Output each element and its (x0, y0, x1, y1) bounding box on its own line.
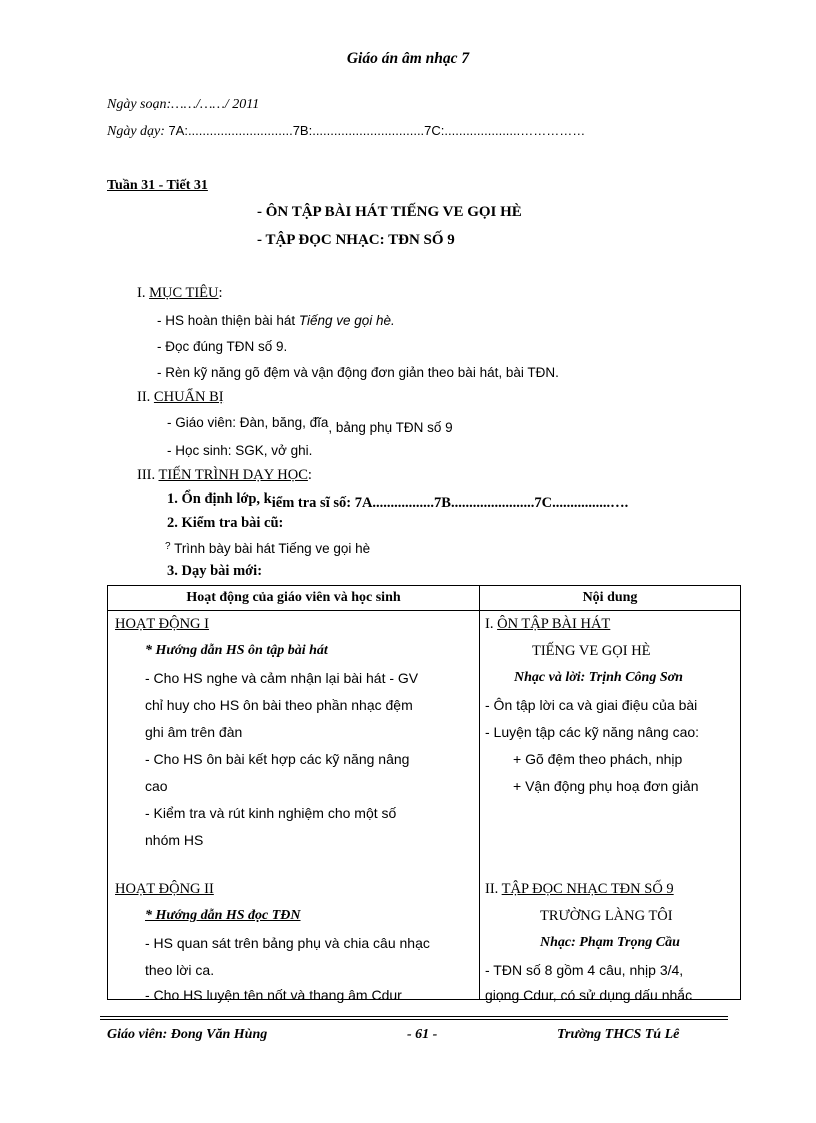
content-number: I. (485, 616, 498, 632)
step-3: 3. Dạy bài mới: (167, 563, 263, 579)
footer-rule-bottom (100, 1019, 728, 1020)
content-2-heading (485, 881, 674, 898)
footer-page-number: - 61 - (407, 1027, 438, 1042)
column-header-activities: Hoạt động của giáo viên và học sinh (108, 586, 480, 611)
objective-text: - HS hoàn thiện bài hát (157, 313, 299, 328)
date-taught-classes: 7A:.............................7B:...............................7C:.....................…………… (168, 123, 586, 138)
date-taught (107, 123, 585, 140)
question-mark-icon: ? (165, 541, 171, 552)
activity-1-subheading: * Hướng dẫn HS ôn tập bài hát (145, 643, 328, 658)
content-title: TẬP ĐỌC NHẠC TĐN SỐ 9 (501, 881, 674, 897)
section-colon: : (218, 285, 223, 301)
step-text: 1. Ổn định lớp, k (167, 491, 272, 507)
step-2: 2. Kiểm tra bài cũ: (167, 515, 284, 531)
song-name: Tiếng ve gọi hè. (298, 313, 395, 328)
section-number: II. (137, 389, 151, 405)
lesson-title-2: - TẬP ĐỌC NHẠC: TĐN SỐ 9 (257, 232, 455, 248)
activity-line: - Cho HS ôn bài kết hợp các kỹ năng nâng (145, 751, 410, 767)
document-header-title: Giáo án âm nhạc 7 (346, 50, 470, 67)
content-cell (480, 611, 741, 1003)
table-header-row (108, 586, 741, 611)
content-title: ÔN TẬP BÀI HÁT (497, 616, 611, 632)
section-number: III. (137, 467, 156, 483)
content-line: + Gõ đệm theo phách, nhịp (513, 751, 683, 767)
reading-composer: Nhạc: Phạm Trọng Cầu (540, 935, 680, 950)
week-lesson-number: Tuần 31 - Tiết 31 (107, 178, 208, 193)
preparation-text: - Giáo viên: Đàn, băng, đĩa (167, 415, 329, 430)
step-1 (167, 491, 629, 511)
activity-line: cao (145, 778, 168, 794)
content-1-heading (485, 616, 610, 633)
section-title: MỤC TIÊU (149, 285, 219, 301)
song-author: Nhạc và lời: Trịnh Công Sơn (514, 670, 683, 685)
activity-line: ghi âm trên đàn (145, 724, 243, 740)
footer-rule-top (100, 1016, 728, 1017)
column-header-content: Nội dung (480, 586, 741, 611)
content-line: giọng Cdur, có sử dụng dấu nhắc (485, 987, 693, 1003)
activity-line: nhóm HS (145, 832, 204, 848)
content-line: - TĐN số 8 gồm 4 câu, nhịp 3/4, (485, 962, 684, 978)
song-title: TIẾNG VE GỌI HÈ (532, 643, 651, 659)
objective-item-2: - Đọc đúng TĐN số 9. (157, 339, 288, 354)
preparation-student: - Học sinh: SGK, vở ghi. (167, 443, 313, 458)
activities-cell (108, 611, 480, 1003)
activity-line: - Cho HS nghe và cảm nhận lại bài hát - GV (145, 670, 419, 686)
content-number: II. (485, 881, 502, 897)
section-title: CHUẨN BỊ (153, 389, 224, 405)
activity-1-heading: HOẠT ĐỘNG I (115, 616, 209, 632)
footer-teacher: Giáo viên: Đong Văn Hùng (107, 1027, 268, 1042)
section-objectives-heading (137, 285, 223, 302)
class-attendance: 7A.................7B.......................7C................…. (354, 495, 629, 511)
activity-line: - Kiểm tra và rút kinh nghiệm cho một số (145, 805, 397, 821)
activity-2-heading: HOẠT ĐỘNG II (115, 881, 214, 897)
footer-school: Trường THCS Tú Lê (557, 1027, 680, 1042)
content-line: - Ôn tập lời ca và giai điệu của bài (485, 697, 698, 713)
section-title: TIẾN TRÌNH DẠY HỌC (158, 467, 308, 483)
review-question (165, 541, 370, 556)
objective-item-1 (157, 313, 395, 328)
section-procedure-heading (137, 467, 312, 484)
review-question-text: Trình bày bài hát Tiếng ve gọi hè (170, 541, 371, 556)
lesson-activity-table (107, 585, 741, 1003)
section-preparation-heading (137, 389, 224, 406)
date-taught-label: Ngày dạy: (107, 124, 165, 139)
date-prepared: Ngày soạn:……/……/ 2011 (107, 97, 260, 112)
activity-line: - HS quan sát trên bảng phụ và chia câu nhạc (145, 935, 430, 951)
preparation-text-continued: , bảng phụ TĐN số 9 (328, 420, 453, 435)
section-colon: : (307, 467, 312, 483)
table-row (108, 611, 741, 1000)
preparation-teacher (167, 415, 453, 435)
lesson-title-1: - ÔN TẬP BÀI HÁT TIẾNG VE GỌI HÈ (257, 204, 522, 220)
objective-item-3: - Rèn kỹ năng gõ đệm và vận động đơn giản theo bài hát, bài TĐN. (157, 365, 559, 380)
content-line: - Luyện tập các kỹ năng nâng cao: (485, 724, 700, 740)
step-text-continued: iểm tra sĩ số: (271, 495, 355, 511)
activity-line: - Cho HS luyện tên nốt và thang âm Cdur (145, 987, 402, 1003)
reading-title: TRƯỜNG LÀNG TÔI (540, 908, 673, 924)
activity-2-subheading: * Hướng dẫn HS đọc TĐN (145, 908, 301, 923)
section-number: I. (137, 285, 146, 301)
activity-line: theo lời ca. (145, 962, 215, 978)
content-line: + Vận động phụ hoạ đơn giản (513, 778, 699, 794)
activity-line: chỉ huy cho HS ôn bài theo phần nhạc đệm (145, 697, 413, 713)
